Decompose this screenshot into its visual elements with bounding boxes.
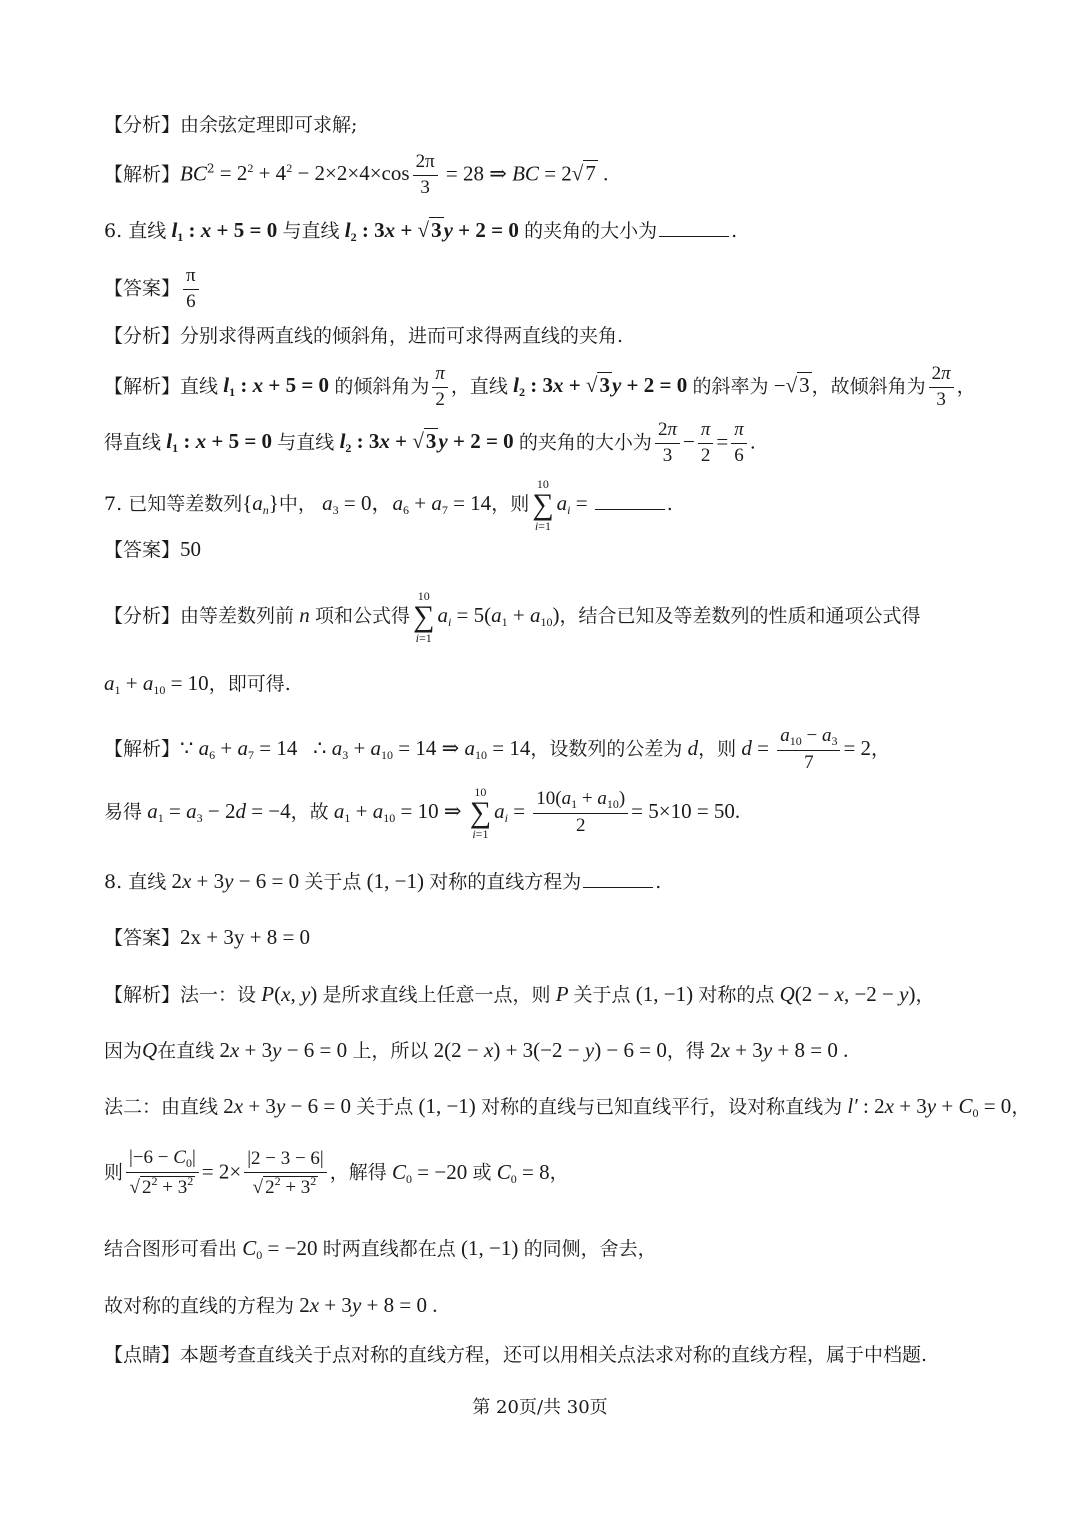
q8-solution-line-5: 结合图形可看出 $C_0 = -20$ 时两直线都在点 (1, −1) 的同侧，舍去，	[104, 1236, 657, 1262]
q6-solution-line-1: 【解析】直线 $l_1$ : x + 5 = 0 的倾斜角为 $\frac{\pi}{2}$ ，直线 $l_2$ : 3x + √3y + 2 = 0 的斜率为 −√3 ，故倾斜角为 $\frac{2\pi}{3}$ ，	[104, 363, 976, 410]
solution-tag: 【解析】	[104, 984, 181, 1006]
q8-answer-value: 2x + 3y + 8 = 0	[180, 925, 311, 949]
q6-sol2-text-b: 与直线	[277, 431, 335, 454]
q6-sol-text-d: 的斜率为	[692, 375, 769, 398]
solution-tag: 【解析】	[104, 163, 181, 186]
q8-sol-text-d: 对称的点	[698, 984, 775, 1006]
q7-stem-text-b: 中，	[278, 493, 317, 515]
q6-stem-text-b: 与直线	[282, 220, 340, 242]
q6-sol-text-c: ，直线	[450, 375, 508, 398]
q6-analysis-text: 分别求得两直线的倾斜角，进而可求得两直线的夹角.	[180, 325, 624, 347]
q8-stem: 8. 直线 2x + 3y − 6 = 0 关于点 (1, −1) 对称的直线方程为 .	[104, 869, 662, 893]
answer-tag: 【答案】	[104, 277, 181, 300]
q7-sol-text-a: 设数列的公差为	[549, 738, 683, 761]
q6-sol-text-e: ，故倾斜角为	[811, 375, 926, 398]
q6-stem: 6. 直线 $l_1$ : x + 5 = 0 与直线 $l_2$ : 3x + √3y + 2 = 0 的夹角的大小为 .	[104, 218, 738, 244]
q8-l2-text-d: ，得	[666, 1040, 705, 1062]
q8-l4-text-a: 则	[104, 1161, 124, 1184]
q7-stem: 7. 已知等差数列$\{a_n\}$中， $a_3 = 0$，$a_6 + a_7 = 14$，则 10 ∑ i=1 $a_i$ = .	[104, 477, 673, 533]
q6-sol2-text-a: 得直线	[104, 431, 162, 454]
q8-l4-text-c: 或	[472, 1161, 492, 1184]
q8-l6-text-a: 故对称的直线的方程为	[104, 1295, 295, 1317]
page-footer: 第 20页/共 30页	[472, 1397, 608, 1418]
q7-sol2-text-b: ，故	[290, 801, 329, 823]
q8-l3-text-b: 关于点	[356, 1096, 414, 1118]
answer-tag: 【答案】	[104, 927, 181, 949]
analysis-tag: 【分析】	[104, 114, 181, 136]
q6-stem-text-a: 直线	[128, 220, 167, 242]
q8-l5-text-b: 时两直线都在点	[322, 1238, 456, 1260]
q5-analysis-text: 由余弦定理即可求解;	[180, 114, 358, 136]
q7-solution-line-2: 易得 $a_1 = a_3 - 2d = -4$，故 $a_1 + a_{10} = 10$ ⇒ 10 ∑ i=1 $a_i$ = $\frac{10(a_1 + a_{10})}{2}$ = 5×10 = 50.	[104, 785, 741, 841]
q7-stem-text-c: ，则	[491, 493, 530, 515]
q7-analysis-text-a: 由等差数列前	[180, 605, 295, 627]
q8-comment-line	[104, 1344, 927, 1367]
q7-solution-line-1: 【解析】∵ $a_6 + a_7 = 14$ ∴ $a_3 + a_{10} = 14$ ⇒ $a_{10} = 14$，设数列的公差为 d，则 d = $\frac{a_{10} - a_3}{7}$ = 2，	[104, 725, 891, 774]
q8-answer-line	[104, 925, 310, 950]
q7-analysis-line-2: $a_1 + a_{10} = 10$，即可得.	[104, 671, 291, 697]
q8-l3-text-a: 法二：由直线	[104, 1096, 219, 1118]
q5-solution-line: 【解析】$BC^2 = 2^2 + 4^2 - 2\times 2\times 4\times\cos$ $\frac{2\pi}{3}$ = 28 ⇒ BC = 2√7 .	[104, 151, 609, 198]
q7-analysis-text-b: 项和公式得	[315, 605, 411, 627]
q7-stem-text-a: 已知等差数列	[128, 493, 243, 515]
q7-number: 7.	[104, 493, 123, 515]
q8-sol-text-a: 法一：设	[180, 984, 257, 1006]
solution-tag: 【解析】	[104, 375, 181, 398]
q8-l2-text-b: 在直线	[157, 1040, 215, 1062]
analysis-tag: 【分析】	[104, 325, 181, 347]
q7-sol-text-b: ，则	[698, 738, 737, 761]
q8-l2-text-a: 因为	[104, 1040, 143, 1062]
q8-solution-line-6: 故对称的直线的方程为 2x + 3y + 8 = 0 .	[104, 1293, 438, 1317]
q8-stem-text-b: 关于点	[304, 871, 362, 893]
q8-sol-text-b: 是所求直线上任意一点，则	[322, 984, 551, 1006]
q8-solution-line-1: 【解析】法一：设 P(x, y) 是所求直线上任意一点，则 P 关于点 (1, −1) 对称的点 Q(2 − x, −2 − y)，	[104, 982, 935, 1006]
comment-tag: 【点睛】	[104, 1344, 181, 1366]
q6-sol2-text-c: 的夹角的大小为	[518, 431, 652, 454]
q8-stem-text-c: 对称的直线方程为	[429, 871, 582, 893]
q7-analysis-text-d: ，即可得.	[208, 673, 291, 695]
q6-stem-text-c: 的夹角的大小为	[524, 220, 658, 242]
answer-blank	[659, 222, 729, 237]
q8-solution-line-4: 则 $\frac{|-6 - C_0|}{√ 2^2 + 3^2}$ = 2× $\frac{|2 - 3 - 6|}{√ 2^2 + 3^2}$ ，解得 $C_0 = -20$ 或 $C_0 = 8$，	[104, 1147, 569, 1199]
q6-solution-line-2: 得直线 $l_1$ : x + 5 = 0 与直线 $l_2$ : 3x + √3y + 2 = 0 的夹角的大小为 $\frac{2\pi}{3}$ − $\frac{\pi}{2}$ = $\frac{\pi}{6}$ .	[104, 419, 756, 466]
q8-sol-text-c: 关于点	[573, 984, 631, 1006]
q8-l4-text-b: ，解得	[329, 1161, 387, 1184]
q6-sol-text-a: 直线	[180, 375, 219, 398]
q7-answer-line	[104, 537, 201, 562]
answer-blank	[583, 873, 653, 888]
q8-l5-text-c: 的同侧，舍去，	[523, 1238, 657, 1260]
q8-number: 8.	[104, 871, 123, 893]
solution-tag: 【解析】	[104, 738, 181, 761]
q8-comment-text: 本题考查直线关于点对称的直线方程，还可以用相关点法求对称的直线方程，属于中档题.	[180, 1344, 928, 1366]
q8-l3-text-c: 对称的直线与已知直线平行，设对称直线为	[481, 1096, 843, 1118]
q5-analysis-line	[104, 114, 357, 137]
q8-stem-text-a: 直线	[128, 871, 167, 893]
q6-answer-line: 【答案】 $\frac{\pi}{6}$	[104, 266, 202, 313]
analysis-tag: 【分析】	[104, 605, 181, 627]
answer-tag: 【答案】	[104, 539, 181, 561]
q8-l5-text-a: 结合图形可看出	[104, 1238, 238, 1260]
q7-analysis-line: 【分析】由等差数列前 n 项和公式得 10 ∑ i=1 $a_i = 5(a_1 + a_{10})$，结合已知及等差数列的性质和通项公式得	[104, 589, 921, 645]
q7-answer-value: 50	[180, 537, 202, 561]
q6-number: 6.	[104, 220, 123, 242]
q6-sol-text-b: 的倾斜角为	[334, 375, 430, 398]
answer-blank	[595, 495, 665, 510]
q7-analysis-text-c: ，结合已知及等差数列的性质和通项公式得	[559, 605, 921, 627]
q8-l2-text-c: 上，所以	[352, 1040, 429, 1062]
q8-solution-line-2: 因为Q在直线 2x + 3y − 6 = 0 上，所以 2(2 − x) + 3(−2 − y) − 6 = 0，得 2x + 3y + 8 = 0 .	[104, 1038, 849, 1062]
q6-analysis-line	[104, 325, 623, 348]
q7-sol2-text-a: 易得	[104, 801, 143, 823]
q8-solution-line-3: 法二：由直线 2x + 3y − 6 = 0 关于点 (1, −1) 对称的直线与已知直线平行，设对称直线为 l′ : $2x + 3y + C_0 = 0$，	[104, 1094, 1031, 1120]
